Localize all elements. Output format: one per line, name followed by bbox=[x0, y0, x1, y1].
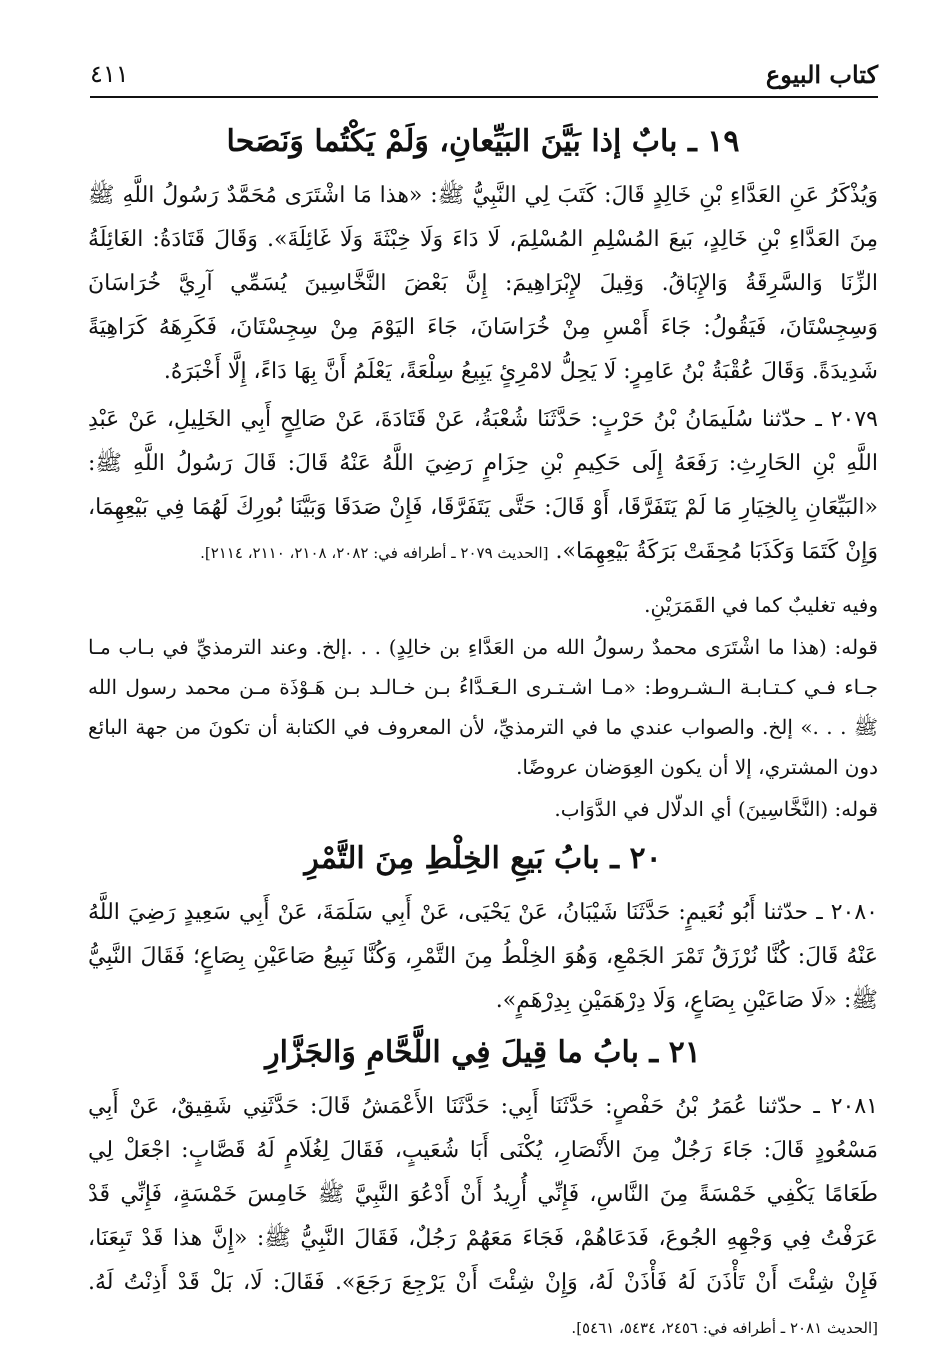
commentary-note: قوله: (النَّخَّاسِينَ) أي الدلّال في الدَّوَاب. bbox=[554, 797, 878, 821]
page-content bbox=[88, 112, 878, 1354]
page-number: ٤١١ bbox=[90, 60, 129, 88]
running-title: كتاب البيوع bbox=[765, 60, 878, 89]
chapter-19-intro: وَيُذْكَرُ عَنِ العَدَّاءِ بْنِ خَالِدٍ قَالَ: كَتَبَ لِي النَّبِيُّ ﷺ: «هذا مَا اشْتَرَى مُحَمَّدٌ رَسُولُ اللَّهِ ﷺ مِنَ العَدَّاءِ بْنِ خَالِدٍ، بَيعَ المُسْلِمِ المُسْلِمَ، لَا دَاءَ وَلَا خِبْثَةَ وَلَا غَائِلَةَ». وَقَالَ قَتَادَةُ: الغَائِلَةُ الزِّنَا وَالسَّرِقَةُ وَالإِبَاقُ. وَقِيلَ لإِبْرَاهِيمَ: إِنَّ بَعْضَ النَّخَّاسِينَ يُسَمِّي آرِيَّ خُرَاسَانَ وَسِجِسْتَانَ، فَيَقُولُ: جَاءَ أَمْسِ مِنْ خُرَاسَانَ، جَاءَ اليَوْمَ مِنْ سِجِسْتَانَ، فَكَرِهَهُ كَرَاهِيَةً شَدِيدَةً. وَقَالَ عُقْبَةُ بْنُ عَامِرٍ: لَا يَحِلُّ لامْرِئٍ يَبِيعُ سِلْعَةً، يَعْلَمُ أَنَّ بِهَا دَاءً، إِلَّا أَخْبَرَهُ. bbox=[88, 183, 878, 384]
chapter-heading-19: ١٩ ـ بابٌ إذا بَيَّنَ البَيِّعانِ، وَلَمْ يَكْتُما وَنَصَحا bbox=[226, 124, 740, 159]
hadith-text: ٢٠٨١ ـ حدّثنا عُمَرُ بْنُ حَفْصٍ: حَدَّثَنَا أَبِي: حَدَّثَنَا الأَعْمَشُ قَالَ: حَدَّثَنِي شَقِيقٌ، عَنْ أَبِي مَسْعُودٍ قَالَ: جَاءَ رَجُلٌ مِنَ الأَنْصَارِ، يُكْنَى أَبَا شُعَيبٍ، فَقَالَ لِغُلَامٍ لَهُ قَصَّابٍ: اجْعَلْ لِي طَعَامًا يَكْفِي خَمْسَةً مِنَ النَّاسِ، فَإِنِّي أُرِيدُ أَنْ أَدْعُوَ النَّبِيَّ ﷺ خَامِسَ خَمْسَةٍ، فَإِنِّي قَدْ عَرَفْتُ فِي وَجْهِهِ الجُوعَ، فَدَعَاهُمْ، فَجَاءَ مَعَهُمْ رَجُلٌ، فَقَالَ النَّبِيُّ ﷺ: «إِنَّ هذا قَدْ تَبِعَنَا، فَإِنْ شِئْتَ أَنْ تَأْذَنَ لَهُ فَأْذَنْ لَهُ، وَإِنْ شِئْتَ أَنْ يَرْجِعَ رَجَعَ». فَقَالَ: لَا، بَلْ قَدْ أَذِنْتُ لَهُ. bbox=[88, 1094, 878, 1295]
hadith-2080: ٢٠٨٠ ـ حدّثنا أَبُو نُعَيمٍ: حَدَّثَنَا شَيْبَانُ، عَنْ يَحْيَى، عَنْ أَبِي سَلَمَةَ، عَنْ أَبِي سَعِيدٍ رَضِيَ اللَّهُ عَنْهُ قَالَ: كُنَّا نُرْزَقُ تَمْرَ الجَمْعِ، وَهُوَ الخِلْطُ مِنَ التَّمْرِ، وَكُنَّا نَبِيعُ صَاعَيْنِ بِصَاعٍ؛ فَقَالَ النَّبِيُّ ﷺ: «لَا صَاعَيْنِ بِصَاعٍ، وَلَا دِرْهَمَيْنِ بِدِرْهَمٍ». bbox=[88, 900, 878, 1013]
hadith-2081 bbox=[88, 1085, 878, 1350]
chapter-heading-20: ٢٠ ـ بابُ بَيعِ الخِلْطِ مِنَ التَّمْرِ bbox=[304, 841, 662, 876]
hadith-reference: [الحديث ٢٠٨١ ـ أطرافه في: ٢٤٥٦، ٥٤٣٤، ٥٤٦١]. bbox=[571, 1319, 878, 1337]
hadith-2079 bbox=[88, 398, 878, 575]
page-header bbox=[90, 52, 878, 98]
hadith-text: ٢٠٧٩ ـ حدّثنا سُلَيمَانُ بْنُ حَرْبٍ: حَدَّثَنَا شُعْبَةُ، عَنْ قَتَادَةَ، عَنْ صَالِحٍ أَبِي الخَلِيلِ، عَنْ عَبْدِ اللَّهِ بْنِ الحَارِثِ: رَفَعَهُ إِلَى حَكِيمِ بْنِ حِزَامٍ رَضِيَ اللَّهُ عَنْهُ قَالَ: قَالَ رَسُولُ اللَّهِ ﷺ: «البَيِّعَانِ بِالخِيَارِ مَا لَمْ يَتَفَرَّقَا، أَوْ قَالَ: حَتَّى يَتَفَرَّقَا، فَإِنْ صَدَقَا وَبَيَّنَا بُورِكَ لَهُمَا فِي بَيْعِهِمَا، وَإِنْ كَتَمَا وَكَذَبَا مُحِقَتْ بَرَكَةُ بَيْعِهِمَا». bbox=[88, 407, 878, 564]
commentary-note: قوله: (هذا ما اشْتَرَى محمدٌ رسولُ الله من العَدَّاءِ بن خالِدٍ) . . .إلخ. وعند الترمذيِّ في بـاب مـا جـاء فـي كـتـابـة الـشـروط: «مـا اشـتـرى الـعَـدَّاءُ بـن خـالـد بـن هَـوْذَة مـن محمد رسول الله ﷺ . . .» إلخ. والصواب عندي ما في الترمذيِّ، لأن المعروف في الكتابة أن تكونَ من جهة البائع دون المشتري، إلا أن يكون العِوَضان عروضًا. bbox=[88, 635, 878, 779]
chapter-heading-21: ٢١ ـ بابُ ما قِيلَ فِي اللَّحَّامِ وَالجَزَّارِ bbox=[265, 1035, 701, 1070]
hadith-reference: [الحديث ٢٠٧٩ ـ أطرافه في: ٢٠٨٢، ٢١٠٨، ٢١١٠، ٢١١٤]. bbox=[200, 544, 549, 562]
commentary-note: وفيه تغليبٌ كما في القَمَرَيْنِ. bbox=[644, 593, 878, 617]
